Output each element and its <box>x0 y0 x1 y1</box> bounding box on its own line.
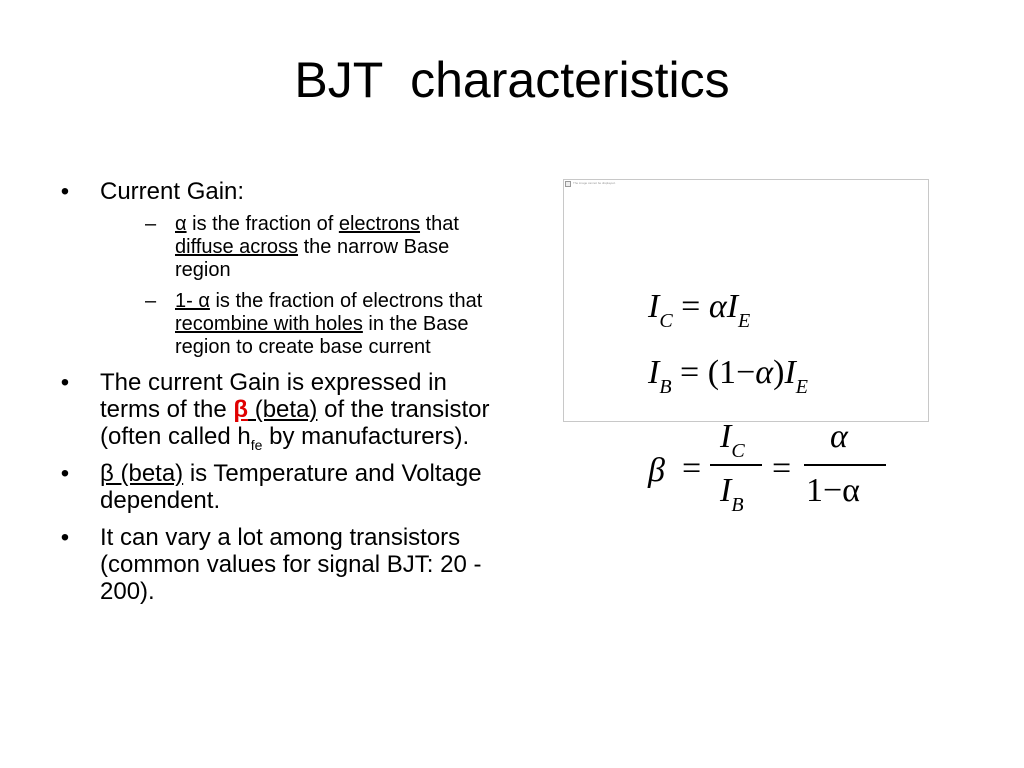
equation-beta <box>648 418 908 528</box>
slide-title: BJT characteristics <box>294 52 730 108</box>
bullet-text: of the transistor (often called h <box>100 396 490 450</box>
underlined-one-minus-alpha: 1- α <box>175 290 210 312</box>
bullet-text: The current Gain is expressed in terms of the <box>100 369 447 423</box>
beta-symbol-red: β <box>233 396 249 423</box>
eq-operator: = <box>682 450 702 487</box>
sub-bullet-text: that <box>420 213 459 235</box>
underlined-electrons: electrons <box>338 213 421 235</box>
bullet-beta-range <box>58 524 508 605</box>
eq-symbol: I <box>720 418 732 455</box>
eq-symbol: α <box>830 418 848 455</box>
dash-marker: – <box>145 213 157 235</box>
eq-symbol: β <box>648 452 665 489</box>
sub-bullet-one-minus-alpha <box>145 290 508 359</box>
eq-numerator-alpha <box>830 420 848 454</box>
bullet-current-gain-beta <box>58 369 508 453</box>
eq-denominator-one-minus-alpha: 1−α <box>806 472 860 509</box>
eq-subscript: E <box>795 376 808 398</box>
fraction-bar <box>710 464 762 466</box>
bullet-current-gain <box>58 178 508 359</box>
eq-numerator-ic <box>720 418 745 462</box>
eq-symbol: I <box>784 354 796 391</box>
sub-bullet-text: in the Base region to create base current <box>175 313 469 358</box>
subscript-fe: fe <box>250 436 263 453</box>
eq-symbol: α <box>708 288 727 325</box>
underlined-beta: β (beta) <box>100 460 184 487</box>
dash-marker: – <box>145 290 157 312</box>
eq-denominator-ib <box>720 472 744 516</box>
eq-symbol: I <box>720 472 732 509</box>
fraction-bar <box>804 464 886 466</box>
sub-bullet-text: the narrow Base region <box>175 236 450 281</box>
eq-beta-symbol <box>648 454 665 488</box>
bullet-marker: • <box>60 524 70 551</box>
alpha-symbol: α <box>175 213 187 235</box>
eq-symbol: I <box>648 288 660 325</box>
bullet-text: Current Gain: <box>100 178 245 205</box>
eq-subscript: C <box>659 310 673 332</box>
bullet-text: by manufacturers). <box>262 423 470 450</box>
bullet-text: is Temperature and Voltage dependent. <box>100 460 482 514</box>
bullet-marker: • <box>60 178 70 205</box>
bullet-beta-dependence <box>58 460 508 514</box>
bullet-marker: • <box>60 369 70 396</box>
eq-subscript: E <box>738 310 751 332</box>
eq-operator: = <box>671 354 708 391</box>
bullet-marker: • <box>60 460 70 487</box>
sub-bullet-text: is the fraction of <box>186 213 339 235</box>
broken-image-icon <box>565 181 571 187</box>
eq-subscript: B <box>731 494 744 516</box>
bullet-text: It can vary a lot among transistors (common values for signal BJT: 20 - 200). <box>100 524 482 605</box>
eq-operator: (1 <box>707 354 737 391</box>
equation-ic <box>648 288 751 332</box>
broken-image-text: The image cannot be displayed. <box>573 181 616 185</box>
eq-operator: = <box>672 288 709 325</box>
underlined-diffuse-across: diffuse across <box>175 236 299 258</box>
underlined-beta-label: (beta) <box>248 396 318 423</box>
sub-bullet-text: is the fraction of electrons that <box>209 290 483 312</box>
underlined-recombine: recombine with holes <box>175 313 363 335</box>
eq-operator: ) <box>773 354 785 391</box>
sub-bullet-alpha <box>145 213 508 282</box>
eq-symbol: I <box>726 288 739 325</box>
equation-ib <box>648 354 808 398</box>
eq-subscript: C <box>731 440 745 462</box>
eq-symbol: α <box>755 354 774 391</box>
bullet-list <box>58 178 508 615</box>
eq-subscript: B <box>659 376 672 398</box>
eq-operator: = <box>772 450 792 487</box>
eq-symbol: I <box>648 354 660 391</box>
eq-operator: − <box>736 354 756 391</box>
